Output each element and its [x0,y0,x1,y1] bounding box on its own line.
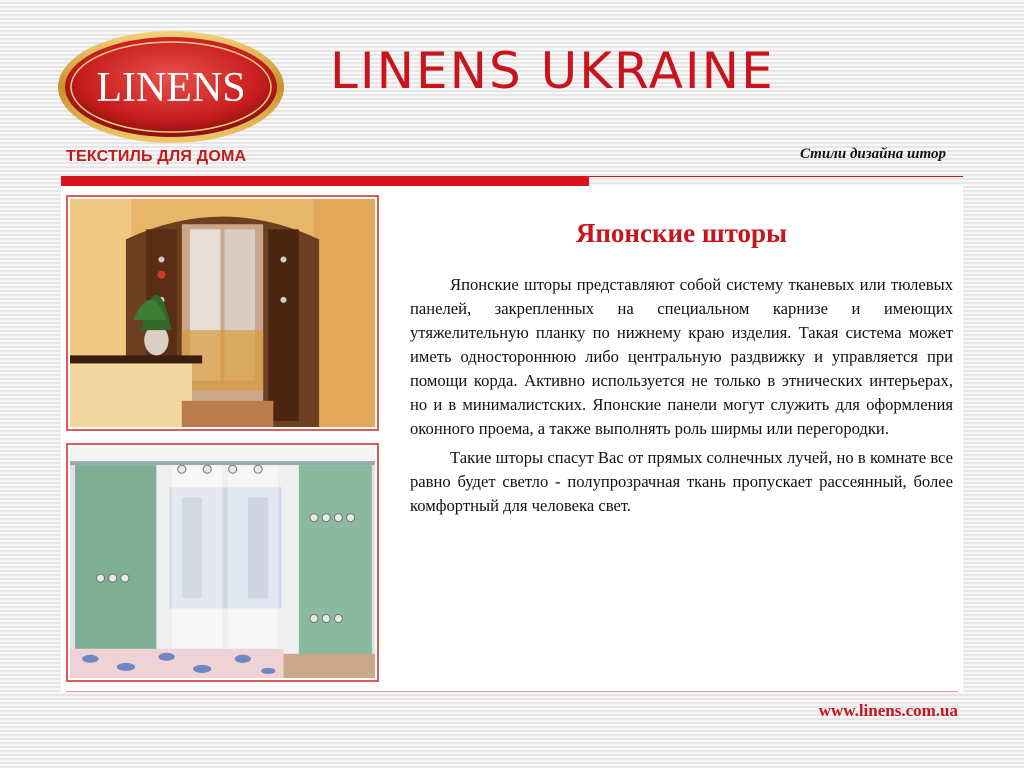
header-red-bar [61,176,589,186]
logo-text: LINENS [96,65,246,111]
header-red-rule [589,176,963,177]
photo-arch-interior [66,195,379,431]
brand-logo[interactable] [56,29,286,145]
article-body [410,273,953,523]
article-paragraph: Японские шторы представляют собой систему тканевых или тюлевых панелей, закрепленных на специальном карнизе и имеющих утяжелительную планку по нижнему краю изделия. Такая система может иметь одностороннюю либо центральную раздвижку и управляется при помощи корда. Активно используется не только в этнических интерьерах, но и в минималистских. Японские панели могут служить для оформления оконного проема, а также выполнять роль ширмы или перегородки. [410,275,953,438]
photo-bedroom-panels [66,443,379,682]
logo-oval-graphic [56,29,286,145]
section-label: Стили дизайна штор [799,146,946,162]
article-title: Японские шторы [575,218,788,248]
footer-divider [66,691,958,692]
article-paragraph: Такие шторы спасут Вас от прямых солнечных лучей, но в комнате все равно будет светло - полупрозрачная ткань пропускает рассеянный, более комфортный для человека свет. [410,448,953,515]
website-link[interactable]: www.linens.com.ua [818,701,958,720]
brand-tagline: ТЕКСТИЛЬ ДЛЯ ДОМА [66,148,247,165]
brand-title: LINENS UKRAINE [330,42,775,100]
